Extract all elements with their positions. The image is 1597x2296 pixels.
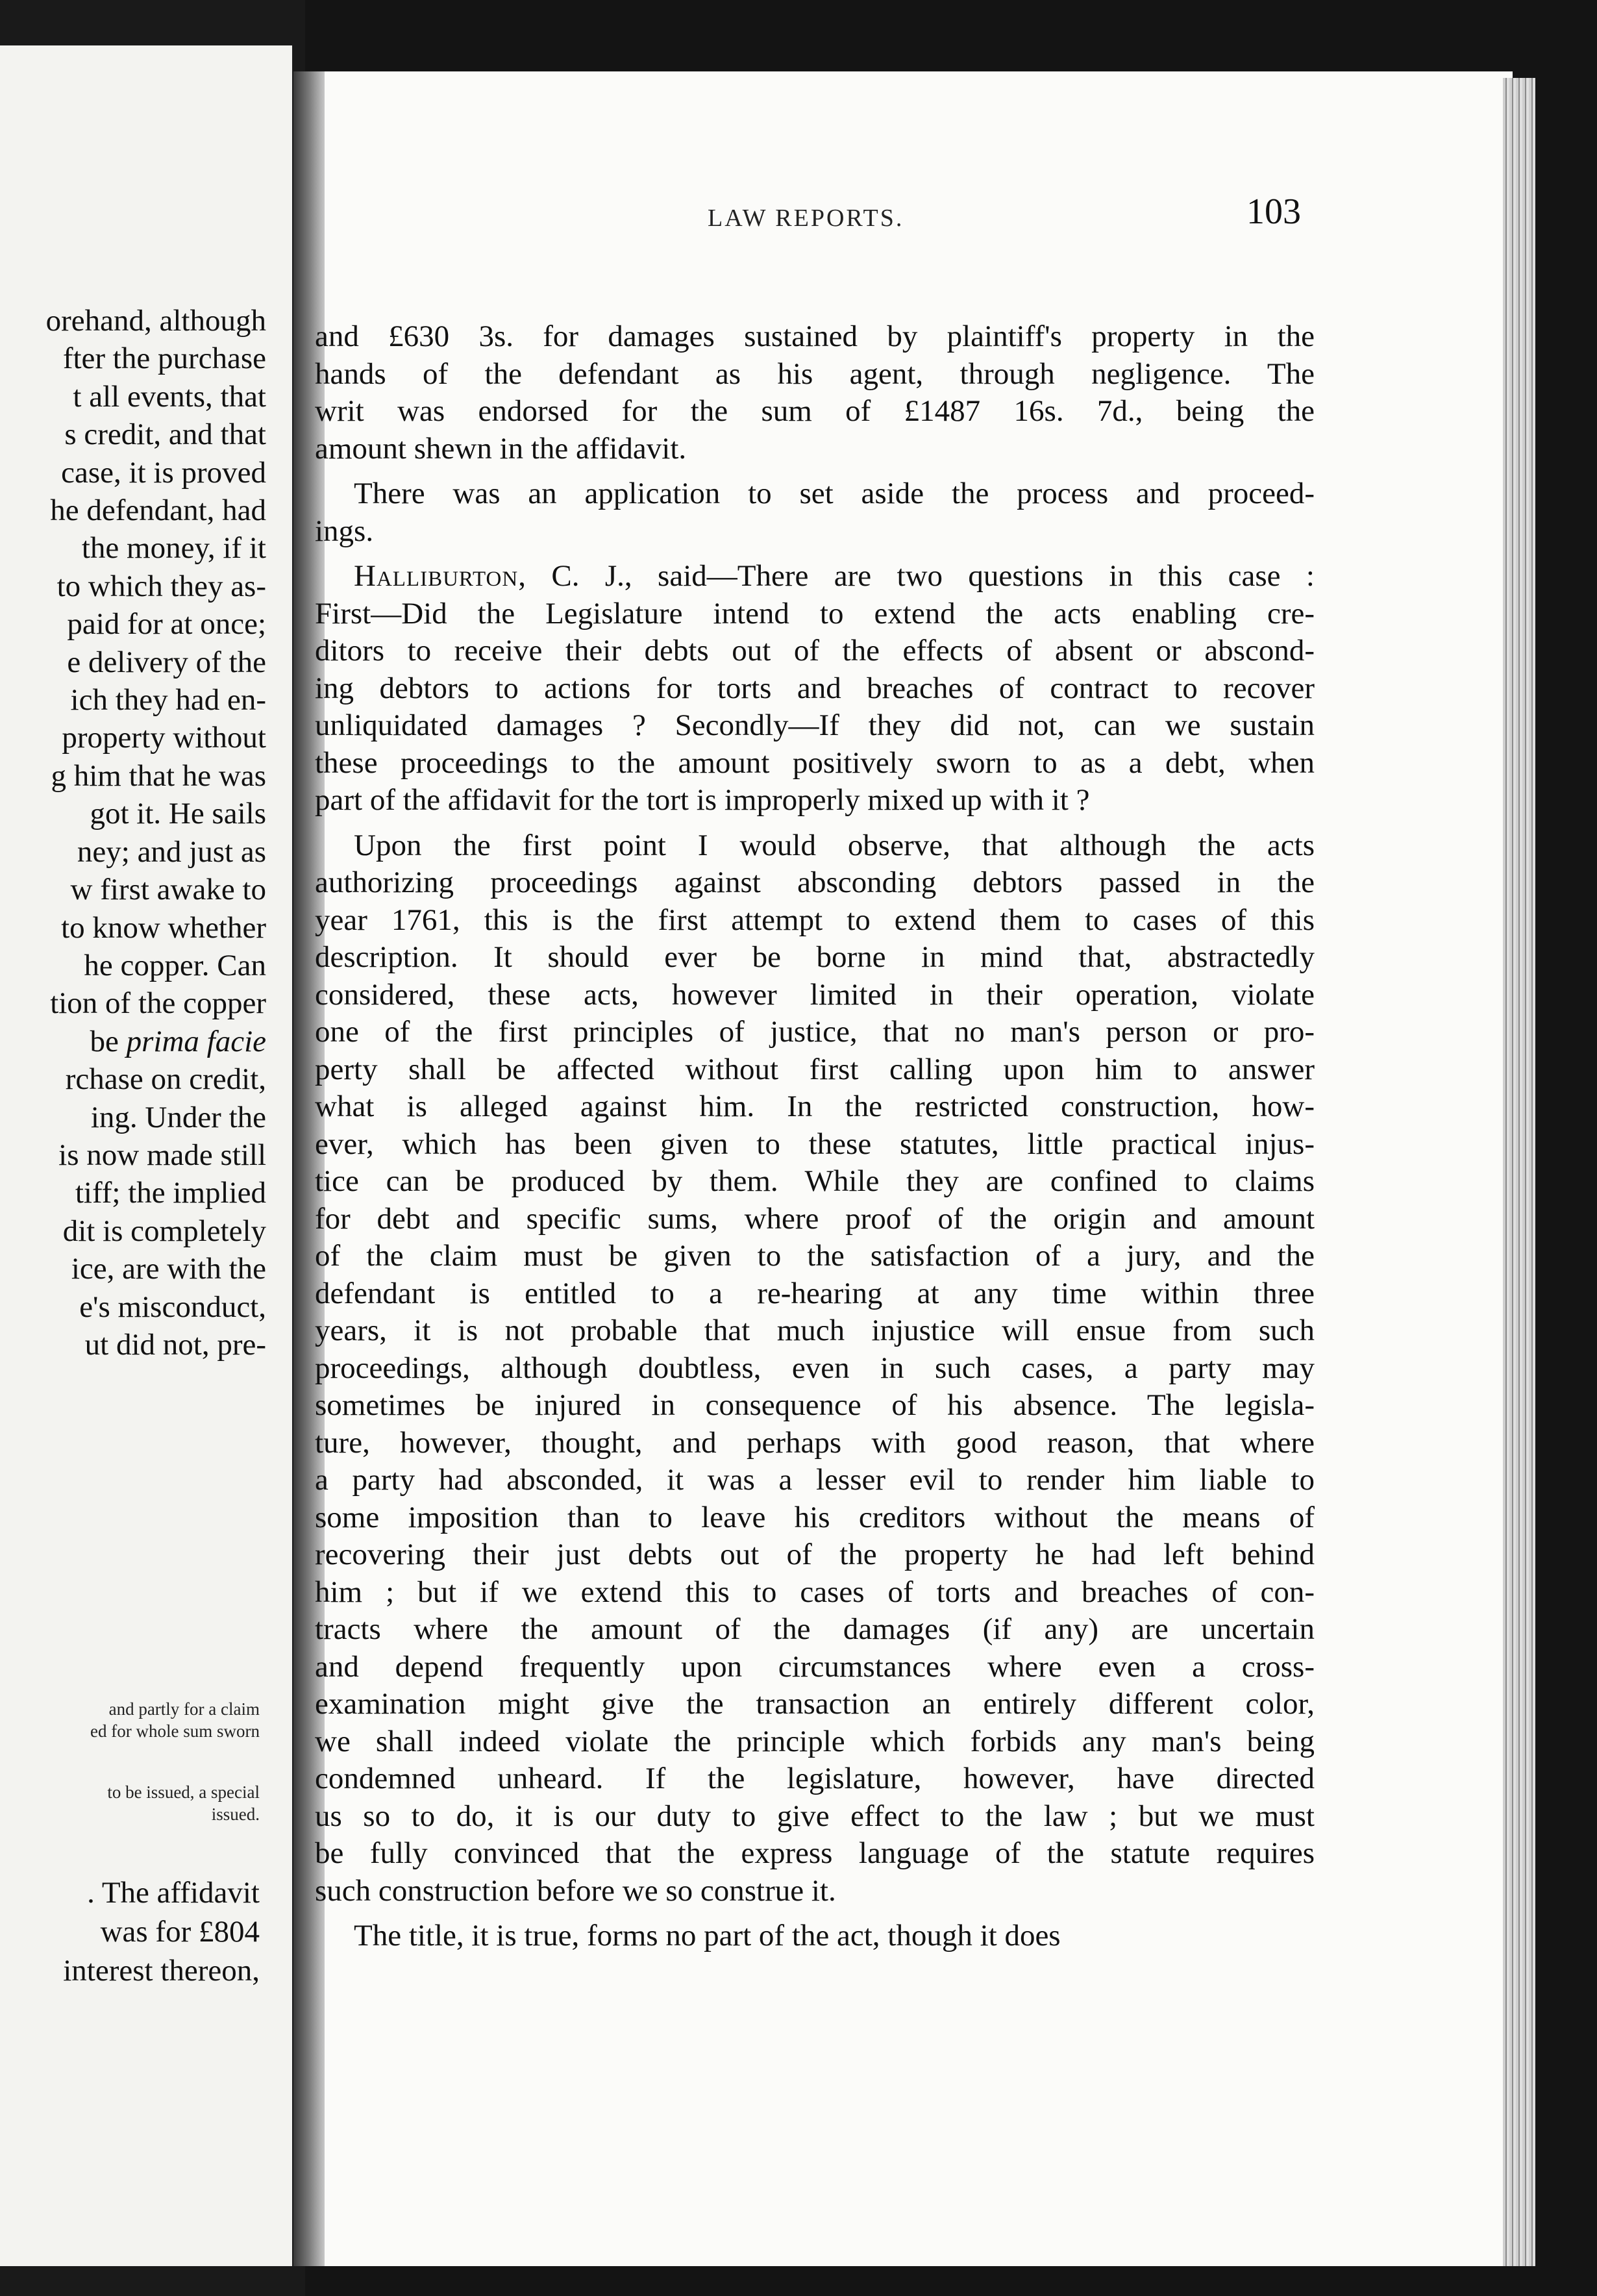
text-line: these proceedings to the amount positively sworn to as a debt, when [315,745,1315,780]
text-line: one of the first principles of justice, that no man's person or pro- [315,1015,1315,1049]
text-line: and depend frequently upon circumstances where even a cross- [315,1649,1315,1684]
left-page-text [0,302,266,1364]
left-page-line: got it. He sails [90,797,266,831]
text-line: year 1761, this is the first attempt to extend them to cases of this [315,903,1315,937]
left-page-line: t all events, that [73,379,266,414]
text-line: writ was endorsed for the sum of £1487 16s. 7d., being the [315,394,1315,428]
text-line: some imposition than to leave his creditors without the means of [315,1500,1315,1534]
text-line: condemned unheard. If the legislature, however, have directed [315,1762,1315,1795]
text-line: us so to do, it is our duty to give effect to the law ; but we must [315,1799,1315,1833]
text-line: First—Did the Legislature intend to extend the acts enabling cre- [315,596,1315,630]
left-page-bottom-text [0,1873,260,1990]
text-line: what is alleged against him. In the restricted construction, how- [315,1090,1315,1123]
text-line: ings. [315,514,374,548]
text-line [315,558,1315,595]
text-line: considered, these acts, however limited in their operation, violate [315,977,1315,1012]
text-line: There was an application to set aside the process and proceed- [354,477,1315,510]
left-page-footnote: ed for whole sum sworn [90,1721,260,1741]
left-page-line: tion of the copper [50,986,266,1021]
page-edges [1503,78,1535,2266]
left-page [0,45,292,2266]
text-line: years, it is not probable that much injustice will ensue from such [315,1314,1315,1347]
left-page-footnote: and partly for a claim [108,1699,260,1719]
page-number: 103 [1246,192,1301,232]
left-page-line: interest thereon, [63,1954,260,1988]
left-page-line: he copper. Can [84,948,266,982]
footnote-gap [0,1742,260,1781]
paragraph-gap [315,550,1315,558]
text-line: hands of the defendant as his agent, through negligence. The [315,356,1315,391]
text-line: ditors to receive their debts out of the effects of absent or abscond- [315,634,1315,668]
text-line: perty shall be affected without first calling upon him to answer [315,1052,1315,1086]
left-page-line: s credit, and that [64,418,266,452]
text-line: such construction before we so construe it. [315,1873,836,1908]
text-line: Upon the first point I would observe, that although the acts [354,828,1315,862]
left-page-line: he defendant, had [50,493,266,528]
paragraph-gap [315,468,1315,475]
text-line: of the claim must be given to the satisfaction of a jury, and the [315,1239,1315,1273]
left-page-line: to know whether [61,910,266,945]
left-page-footnote: to be issued, a special [107,1782,260,1802]
running-head-title: LAW REPORTS. [708,205,904,232]
paragraph-gap [315,819,1315,827]
left-page-line: to which they as- [56,569,266,603]
paragraph [315,827,1315,1910]
paragraph [315,475,1315,550]
left-page-line: ich they had en- [70,683,266,718]
text-line: ever, which has been given to these statutes, little practical injus- [315,1127,1315,1161]
left-page-line: was for £804 [100,1915,260,1949]
left-page-line: e delivery of the [67,645,266,679]
text-line: The title, it is true, forms no part of the act, though it does [354,1919,1061,1953]
left-page-line: is now made still [58,1138,266,1172]
text-line: sometimes be injured in consequence of his absence. The legisla- [315,1388,1315,1422]
left-page-line: . The affidavit [87,1876,260,1910]
left-page-line: ney; and just as [77,834,266,869]
paragraph [315,318,1315,468]
left-page-line: orehand, although [45,304,266,338]
left-page-line: fter the purchase [62,342,266,376]
text-line: examination might give the transaction an entirely different color, [315,1687,1315,1721]
text-line: amount shewn in the affidavit. [315,431,687,466]
left-page-line: tiff; the implied [75,1176,266,1210]
paragraph [315,1917,1315,1955]
text-line: unliquidated damages ? Secondly—If they did not, can we sustain [315,708,1315,742]
running-head [377,192,1301,245]
left-page-line: ing. Under the [90,1100,266,1134]
text-line: be fully convinced that the express language of the statute requires [315,1836,1315,1870]
left-page-line: rchase on credit, [65,1062,266,1097]
left-page-line: e's misconduct, [79,1290,266,1324]
text-line: description. It should ever be borne in mind that, abstractedly [315,940,1315,974]
left-page-line: ice, are with the [71,1252,266,1286]
left-page-line: paid for at once; [67,607,266,642]
text-line: recovering their just debts out of the property he had left behind [315,1538,1315,1571]
text-line: part of the affidavit for the tort is improperly mixed up with it ? [315,783,1090,817]
left-page-line: dit is completely [62,1214,266,1248]
left-page-line: g him that he was [51,758,266,793]
text-line: ture, however, thought, and perhaps with good reason, that where [315,1425,1315,1460]
paragraph-gap [315,1910,1315,1917]
judge-name: Halliburton [354,559,519,593]
text-line: tice can be produced by them. While they are confined to claims [315,1164,1315,1198]
paragraph [315,558,1315,819]
text-line: ing debtors to actions for torts and breaches of contract to recover [315,671,1315,705]
left-page-line: the money, if it [81,531,266,566]
text-line-rest: , C. J., said—There are two questions in this case : [518,559,1315,593]
text-line: authorizing proceedings against absconding debtors passed in the [315,866,1315,899]
text-line: we shall indeed violate the principle which forbids any man's being [315,1724,1315,1758]
text-line: and £630 3s. for damages sustained by plaintiff's property in the [315,319,1315,353]
text-line: for debt and specific sums, where proof of the origin and amount [315,1201,1315,1236]
left-page-footnote: issued. [211,1804,260,1824]
text-line: proceedings, although doubtless, even in such cases, a party may [315,1351,1315,1385]
left-page-footnotes [0,1698,260,1825]
left-page-line: property without [62,721,266,755]
body-text [315,318,1315,1955]
left-page-line: be prima facie [90,1024,266,1058]
left-page-line: ut did not, pre- [84,1327,266,1362]
left-page-line: w first awake to [70,873,266,907]
text-line: a party had absconded, it was a lesser evil to render him liable to [315,1463,1315,1497]
text-line: tracts where the amount of the damages (if any) are uncertain [315,1612,1315,1646]
text-line: defendant is entitled to a re-hearing at any time within three [315,1276,1315,1310]
text-line: him ; but if we extend this to cases of torts and breaches of con- [315,1575,1315,1609]
left-page-line: case, it is proved [61,455,266,490]
